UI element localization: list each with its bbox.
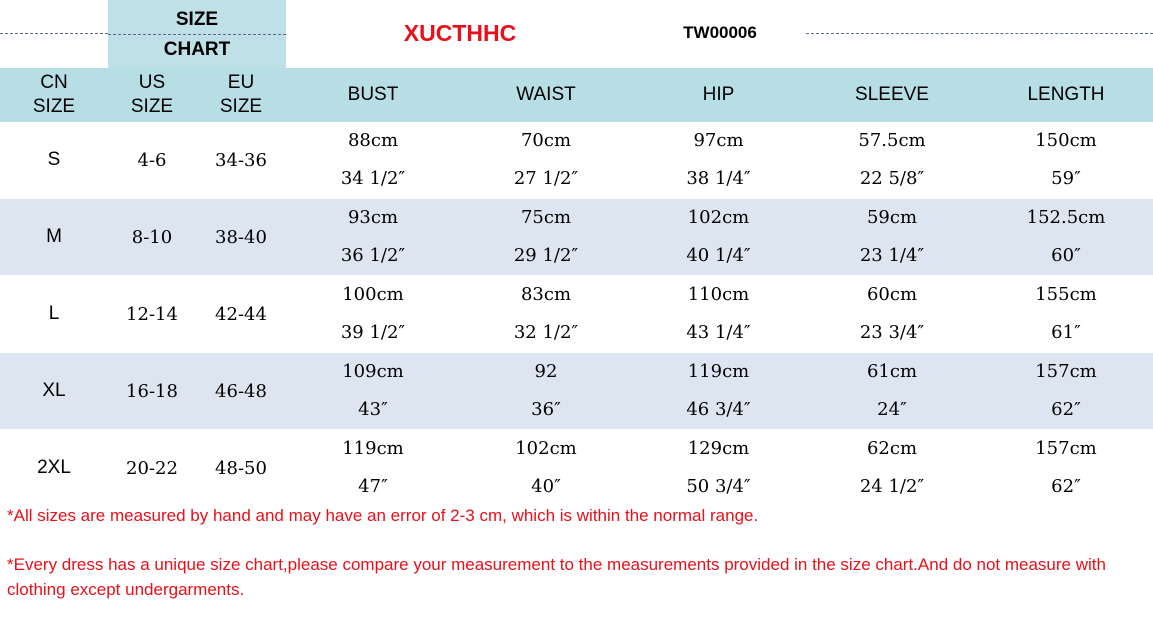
column-header-us-size: US SIZE [108, 68, 196, 122]
cell-eu-size: 34-36 [196, 122, 286, 199]
size-table [0, 68, 1153, 507]
sleeve-cm-value: 62cm [866, 438, 918, 459]
waist-cm-value: 92 [534, 361, 558, 382]
cell-bust [286, 199, 460, 276]
sleeve-cm-value: 61cm [866, 361, 918, 382]
table-row [0, 353, 1153, 430]
bust-cm-value: 119cm [342, 438, 404, 459]
length-inch-value: 60″ [1051, 245, 1081, 266]
length-cm-value: 157cm [1035, 438, 1097, 459]
waist-cm-value: 75cm [520, 207, 572, 228]
cell-cn-size: L [0, 276, 108, 353]
hip-inch-value: 50 3/4″ [686, 476, 751, 497]
cell-length [979, 122, 1153, 199]
waist-inch-value: 29 1/2″ [513, 245, 579, 266]
cell-cn-size: S [0, 122, 108, 199]
hip-inch-value: 43 1/4″ [686, 322, 751, 343]
cell-sleeve [805, 199, 979, 276]
hip-cm-value: 119cm [687, 361, 750, 382]
table-row [0, 199, 1153, 276]
cell-us-size: 16-18 [108, 353, 196, 430]
length-inch-value: 59″ [1051, 168, 1081, 189]
cell-eu-size: 48-50 [196, 430, 286, 507]
waist-cm-value: 102cm [515, 438, 577, 459]
size-chart-line1: SIZE [175, 9, 219, 30]
hip-cm-value: 129cm [687, 438, 750, 459]
column-header-bust: BUST [286, 68, 460, 122]
cell-length [979, 353, 1153, 430]
cell-waist [460, 199, 632, 276]
hip-inch-value: 40 1/4″ [686, 245, 751, 266]
notes [7, 503, 1147, 602]
length-cm-value: 152.5cm [1026, 207, 1106, 228]
cell-eu-size: 42-44 [196, 276, 286, 353]
length-cm-value: 150cm [1035, 130, 1097, 151]
cell-hip [632, 122, 805, 199]
cell-sleeve [805, 122, 979, 199]
bust-inch-value: 43″ [358, 399, 388, 420]
cell-waist [460, 122, 632, 199]
sleeve-inch-value: 24 1/2″ [859, 476, 925, 497]
size-chart-line2: CHART [163, 39, 231, 60]
sleeve-inch-value: 23 3/4″ [859, 322, 925, 343]
note-measurement-error: *All sizes are measured by hand and may have an error of 2-3 cm, which is within the normal range. [7, 506, 759, 525]
table-row [0, 122, 1153, 199]
cell-sleeve [805, 353, 979, 430]
sleeve-inch-value: 23 1/4″ [859, 245, 925, 266]
column-header-waist: WAIST [460, 68, 632, 122]
length-inch-value: 62″ [1051, 399, 1081, 420]
dashed-divider [0, 33, 108, 34]
sleeve-cm-value: 59cm [866, 207, 918, 228]
length-cm-value: 157cm [1035, 361, 1097, 382]
cell-eu-size: 46-48 [196, 353, 286, 430]
cell-us-size: 12-14 [108, 276, 196, 353]
sleeve-inch-value: 22 5/8″ [859, 168, 925, 189]
cell-sleeve [805, 430, 979, 507]
length-inch-value: 62″ [1051, 476, 1081, 497]
note-compare-measurements: *Every dress has a unique size chart,please compare your measurement to the measurements provided in the size chart.And do not measure with clothing except undergarments. [7, 555, 1106, 599]
column-header-sleeve: SLEEVE [805, 68, 979, 122]
sleeve-cm-value: 60cm [866, 284, 918, 305]
waist-cm-value: 70cm [520, 130, 572, 151]
sleeve-inch-value: 24″ [877, 399, 907, 420]
bust-cm-value: 100cm [342, 284, 404, 305]
cell-waist [460, 430, 632, 507]
table-row [0, 430, 1153, 507]
column-header-length: LENGTH [979, 68, 1153, 122]
cell-hip [632, 199, 805, 276]
cell-hip [632, 276, 805, 353]
cell-length [979, 276, 1153, 353]
cell-bust [286, 276, 460, 353]
cell-bust [286, 430, 460, 507]
cell-us-size: 20-22 [108, 430, 196, 507]
bust-inch-value: 36 1/2″ [340, 245, 406, 266]
hip-cm-value: 102cm [687, 207, 750, 228]
waist-inch-value: 40″ [531, 476, 561, 497]
dashed-divider [108, 34, 286, 35]
waist-inch-value: 32 1/2″ [513, 322, 579, 343]
hip-cm-value: 110cm [687, 284, 750, 305]
waist-inch-value: 36″ [531, 399, 561, 420]
dashed-divider [806, 33, 1153, 34]
cell-cn-size: M [0, 199, 108, 276]
cell-cn-size: XL [0, 353, 108, 430]
cell-bust [286, 122, 460, 199]
cell-cn-size: 2XL [0, 430, 108, 507]
cell-sleeve [805, 276, 979, 353]
chart-header [0, 0, 1153, 68]
length-inch-value: 61″ [1051, 322, 1081, 343]
brand-name: XUCTHHC [403, 20, 517, 46]
cell-length [979, 430, 1153, 507]
cell-hip [632, 430, 805, 507]
column-header-eu-size: EU SIZE [196, 68, 286, 122]
bust-cm-value: 93cm [347, 207, 399, 228]
hip-inch-value: 38 1/4″ [686, 168, 751, 189]
cell-waist [460, 276, 632, 353]
length-cm-value: 155cm [1035, 284, 1097, 305]
table-header-row [0, 68, 1153, 122]
cell-length [979, 199, 1153, 276]
bust-inch-value: 47″ [358, 476, 388, 497]
cell-bust [286, 353, 460, 430]
waist-inch-value: 27 1/2″ [513, 168, 579, 189]
product-code: TW00006 [683, 23, 757, 42]
cell-eu-size: 38-40 [196, 199, 286, 276]
cell-us-size: 4-6 [108, 122, 196, 199]
bust-inch-value: 39 1/2″ [340, 322, 406, 343]
cell-waist [460, 353, 632, 430]
column-header-hip: HIP [632, 68, 805, 122]
cell-us-size: 8-10 [108, 199, 196, 276]
bust-cm-value: 109cm [342, 361, 404, 382]
bust-inch-value: 34 1/2″ [340, 168, 406, 189]
sleeve-cm-value: 57.5cm [858, 130, 926, 151]
cell-hip [632, 353, 805, 430]
hip-cm-value: 97cm [693, 130, 744, 151]
column-header-cn-size: CN SIZE [0, 68, 108, 122]
waist-cm-value: 83cm [520, 284, 572, 305]
table-row [0, 276, 1153, 353]
hip-inch-value: 46 3/4″ [686, 399, 751, 420]
size-chart-label [108, 0, 286, 68]
bust-cm-value: 88cm [347, 130, 399, 151]
